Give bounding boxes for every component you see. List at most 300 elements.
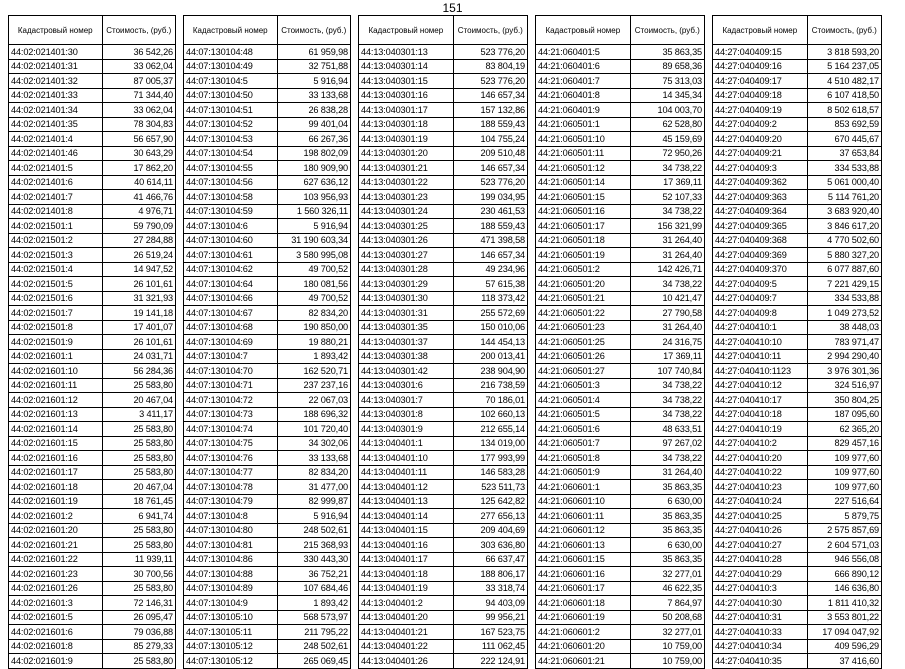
cost-cell: 20 467,04	[102, 393, 175, 408]
cadastral-number-cell: 44:13:040301:42	[359, 364, 454, 379]
table-row	[713, 204, 882, 219]
cadastral-number-cell: 44:07:130104:73	[184, 407, 278, 422]
cost-cell: 248 502,61	[277, 523, 350, 538]
table-row	[9, 117, 176, 132]
cadastral-number-cell: 44:27:040410:27	[713, 538, 808, 553]
table-row	[9, 291, 176, 306]
cadastral-number-cell: 44:02:021601:1	[9, 349, 103, 364]
table-row	[713, 494, 882, 509]
cost-cell: 31 477,00	[277, 480, 350, 495]
table-row	[536, 407, 705, 422]
table-row	[184, 480, 351, 495]
cost-cell: 666 890,12	[807, 567, 881, 582]
table-row	[184, 117, 351, 132]
cost-cell: 142 426,71	[630, 262, 704, 277]
cadastral-number-cell: 44:02:021501:1	[9, 219, 103, 234]
cadastral-number-cell: 44:27:040409:17	[713, 74, 808, 89]
cost-cell: 4 976,71	[102, 204, 175, 219]
cost-cell: 6 107 418,50	[807, 88, 881, 103]
cost-cell: 25 583,80	[102, 422, 175, 437]
cadastral-number-cell: 44:21:060401:5	[536, 45, 631, 60]
table-row	[536, 248, 705, 263]
table-row	[359, 567, 528, 582]
table-row	[9, 335, 176, 350]
table-row	[359, 451, 528, 466]
cadastral-number-cell: 44:27:040409:15	[713, 45, 808, 60]
table-row	[713, 349, 882, 364]
table-row	[359, 103, 528, 118]
cadastral-number-cell: 44:07:130105:11	[184, 625, 278, 640]
table-row	[184, 581, 351, 596]
cadastral-number-cell: 44:02:021501:3	[9, 248, 103, 263]
cost-cell: 33 133,68	[277, 88, 350, 103]
table-row	[713, 639, 882, 654]
cost-cell: 94 403,09	[453, 596, 527, 611]
table-row	[184, 291, 351, 306]
cadastral-number-cell: 44:07:130104:50	[184, 88, 278, 103]
cadastral-number-cell: 44:07:130104:7	[184, 349, 278, 364]
cost-cell: 198 802,09	[277, 146, 350, 161]
cadastral-number-cell: 44:27:040410:24	[713, 494, 808, 509]
cost-cell: 265 069,45	[277, 654, 350, 669]
table-row	[184, 175, 351, 190]
cadastral-number-header: Кадастровый номер	[9, 16, 103, 45]
table-row	[359, 538, 528, 553]
cost-cell: 25 583,80	[102, 465, 175, 480]
table-row	[536, 625, 705, 640]
cadastral-number-cell: 44:21:060601:19	[536, 610, 631, 625]
cost-cell: 26 838,28	[277, 103, 350, 118]
cost-cell: 27 284,88	[102, 233, 175, 248]
cost-cell: 215 368,93	[277, 538, 350, 553]
cost-cell: 25 583,80	[102, 654, 175, 669]
cost-cell: 162 520,71	[277, 364, 350, 379]
table-row	[713, 523, 882, 538]
table-row	[9, 610, 176, 625]
cost-cell: 48 633,51	[630, 422, 704, 437]
cadastral-number-cell: 44:21:060501:17	[536, 219, 631, 234]
cost-cell: 31 264,40	[630, 465, 704, 480]
cost-cell: 350 804,25	[807, 393, 881, 408]
table-row	[184, 465, 351, 480]
cadastral-number-cell: 44:13:040301:26	[359, 233, 454, 248]
cadastral-number-header: Кадастровый номер	[184, 16, 278, 45]
cost-cell: 157 132,86	[453, 103, 527, 118]
cadastral-number-header: Кадастровый номер	[359, 16, 454, 45]
table-row	[9, 161, 176, 176]
table-row	[359, 233, 528, 248]
cost-cell: 104 003,70	[630, 103, 704, 118]
cadastral-number-cell: 44:27:040409:370	[713, 262, 808, 277]
table-row	[9, 393, 176, 408]
cost-cell: 37 653,84	[807, 146, 881, 161]
table-row	[713, 320, 882, 335]
table-row	[359, 277, 528, 292]
cadastral-number-cell: 44:13:040301:18	[359, 117, 454, 132]
cost-cell: 32 277,01	[630, 625, 704, 640]
cadastral-number-cell: 44:13:040301:19	[359, 132, 454, 147]
cadastral-number-cell: 44:02:021601:17	[9, 465, 103, 480]
table-row	[713, 306, 882, 321]
table-row	[9, 465, 176, 480]
cost-cell: 75 313,03	[630, 74, 704, 89]
table-row	[359, 59, 528, 74]
table-row	[713, 74, 882, 89]
cost-cell: 3 411,17	[102, 407, 175, 422]
table-row	[9, 204, 176, 219]
table-row	[713, 277, 882, 292]
cost-cell: 104 755,24	[453, 132, 527, 147]
cadastral-number-cell: 44:13:040301:27	[359, 248, 454, 263]
table-row	[9, 523, 176, 538]
cost-cell: 946 556,08	[807, 552, 881, 567]
table-row	[713, 567, 882, 582]
table-row	[536, 175, 705, 190]
cadastral-cost-table-2	[183, 15, 351, 669]
cost-cell: 41 466,76	[102, 190, 175, 205]
cost-cell: 99 401,04	[277, 117, 350, 132]
cadastral-number-cell: 44:27:040410:25	[713, 509, 808, 524]
cadastral-number-cell: 44:27:040409:18	[713, 88, 808, 103]
table-row	[713, 262, 882, 277]
cost-cell: 6 077 887,60	[807, 262, 881, 277]
table-row	[184, 45, 351, 60]
table-row	[536, 59, 705, 74]
cadastral-number-cell: 44:13:040301:22	[359, 175, 454, 190]
cadastral-number-cell: 44:27:040410:23	[713, 480, 808, 495]
cadastral-number-cell: 44:13:040401:21	[359, 625, 454, 640]
cost-cell: 82 834,20	[277, 465, 350, 480]
cadastral-number-cell: 44:07:130105:12	[184, 639, 278, 654]
table-row	[359, 219, 528, 234]
cost-cell: 66 267,36	[277, 132, 350, 147]
table-row	[359, 335, 528, 350]
cadastral-number-cell: 44:02:021601:22	[9, 552, 103, 567]
table-row	[9, 248, 176, 263]
cost-cell: 109 977,60	[807, 465, 881, 480]
cadastral-number-cell: 44:13:040301:23	[359, 190, 454, 205]
cadastral-number-cell: 44:02:021601:6	[9, 625, 103, 640]
cadastral-number-cell: 44:13:040301:30	[359, 291, 454, 306]
cadastral-number-cell: 44:02:021401:30	[9, 45, 103, 60]
cadastral-number-cell: 44:07:130104:53	[184, 132, 278, 147]
cost-cell: 107 740,84	[630, 364, 704, 379]
cost-cell: 248 502,61	[277, 639, 350, 654]
table-row	[713, 393, 882, 408]
cost-cell: 190 850,00	[277, 320, 350, 335]
table-row	[536, 639, 705, 654]
cost-cell: 20 467,04	[102, 480, 175, 495]
table-row	[184, 146, 351, 161]
cadastral-number-cell: 44:02:021601:10	[9, 364, 103, 379]
cadastral-number-cell: 44:27:040409:20	[713, 132, 808, 147]
cadastral-number-cell: 44:07:130104:72	[184, 393, 278, 408]
cadastral-number-cell: 44:13:040301:21	[359, 161, 454, 176]
cadastral-number-cell: 44:13:040401:18	[359, 567, 454, 582]
table-header-row	[536, 16, 705, 45]
cadastral-number-cell: 44:07:130104:8	[184, 509, 278, 524]
cadastral-number-cell: 44:27:040410:22	[713, 465, 808, 480]
cadastral-number-cell: 44:07:130104:54	[184, 146, 278, 161]
cadastral-number-cell: 44:07:130104:58	[184, 190, 278, 205]
cadastral-number-cell: 44:07:130104:51	[184, 103, 278, 118]
cost-cell: 36 752,21	[277, 567, 350, 582]
table-row	[9, 407, 176, 422]
table-row	[359, 74, 528, 89]
cost-cell: 4 510 482,17	[807, 74, 881, 89]
table-row	[359, 349, 528, 364]
cost-cell: 31 264,40	[630, 248, 704, 263]
table-row	[184, 132, 351, 147]
cost-cell: 5 880 327,20	[807, 248, 881, 263]
cost-cell: 33 062,04	[102, 103, 175, 118]
table-row	[9, 422, 176, 437]
table-row	[359, 146, 528, 161]
table-row	[359, 407, 528, 422]
cadastral-number-cell: 44:21:060601:17	[536, 581, 631, 596]
table-row	[359, 175, 528, 190]
table-row	[184, 349, 351, 364]
table-row	[359, 436, 528, 451]
cadastral-number-cell: 44:27:040410:29	[713, 567, 808, 582]
cadastral-number-cell: 44:13:040301:28	[359, 262, 454, 277]
table-row	[184, 407, 351, 422]
cadastral-number-header: Кадастровый номер	[713, 16, 808, 45]
table-row	[536, 88, 705, 103]
cost-cell: 26 095,47	[102, 610, 175, 625]
cost-cell: 66 637,47	[453, 552, 527, 567]
cost-cell: 3 683 920,40	[807, 204, 881, 219]
table-row	[184, 436, 351, 451]
table-row	[536, 465, 705, 480]
cost-cell: 33 062,04	[102, 59, 175, 74]
cadastral-number-cell: 44:27:040409:368	[713, 233, 808, 248]
cadastral-number-cell: 44:02:021501:2	[9, 233, 103, 248]
cadastral-number-cell: 44:13:040301:8	[359, 407, 454, 422]
table-row	[184, 262, 351, 277]
table-row	[9, 59, 176, 74]
table-row	[713, 190, 882, 205]
cost-cell: 156 321,99	[630, 219, 704, 234]
cost-cell: 35 863,35	[630, 45, 704, 60]
table-row	[713, 88, 882, 103]
cadastral-number-cell: 44:07:130104:68	[184, 320, 278, 335]
cadastral-number-cell: 44:02:021601:21	[9, 538, 103, 553]
cost-cell: 7 221 429,15	[807, 277, 881, 292]
table-row	[713, 596, 882, 611]
cost-cell: 118 373,42	[453, 291, 527, 306]
table-row	[713, 233, 882, 248]
cost-cell: 25 583,80	[102, 378, 175, 393]
cadastral-number-cell: 44:13:040401:19	[359, 581, 454, 596]
table-row	[359, 378, 528, 393]
table-row	[9, 581, 176, 596]
cadastral-number-cell: 44:07:130104:48	[184, 45, 278, 60]
table-row	[9, 364, 176, 379]
table-row	[536, 219, 705, 234]
cost-cell: 22 067,03	[277, 393, 350, 408]
table-row	[536, 74, 705, 89]
cost-cell: 99 956,21	[453, 610, 527, 625]
cost-cell: 102 660,13	[453, 407, 527, 422]
cadastral-number-cell: 44:21:060501:14	[536, 175, 631, 190]
table-row	[713, 654, 882, 669]
table-row	[713, 175, 882, 190]
cadastral-number-cell: 44:07:130104:67	[184, 306, 278, 321]
cost-cell: 25 583,80	[102, 436, 175, 451]
table-row	[184, 248, 351, 263]
cost-cell: 49 700,52	[277, 291, 350, 306]
cadastral-number-cell: 44:27:040410:28	[713, 552, 808, 567]
table-row	[359, 465, 528, 480]
table-row	[184, 219, 351, 234]
table-row	[713, 451, 882, 466]
cadastral-number-cell: 44:02:021501:6	[9, 291, 103, 306]
cost-header: Стоимость, (руб.)	[277, 16, 350, 45]
cadastral-number-cell: 44:07:130104:74	[184, 422, 278, 437]
cost-cell: 82 999,87	[277, 494, 350, 509]
table-row	[536, 132, 705, 147]
cost-cell: 46 622,35	[630, 581, 704, 596]
cost-cell: 49 700,52	[277, 262, 350, 277]
table-row	[9, 146, 176, 161]
cost-cell: 52 107,33	[630, 190, 704, 205]
table-row	[536, 422, 705, 437]
table-row	[184, 103, 351, 118]
table-row	[9, 480, 176, 495]
cost-cell: 107 684,46	[277, 581, 350, 596]
cost-cell: 3 846 617,20	[807, 219, 881, 234]
cadastral-number-cell: 44:02:021401:35	[9, 117, 103, 132]
cost-cell: 17 862,20	[102, 161, 175, 176]
cost-cell: 238 904,90	[453, 364, 527, 379]
table-row	[184, 364, 351, 379]
table-row	[184, 523, 351, 538]
cadastral-number-cell: 44:07:130105:10	[184, 610, 278, 625]
cost-cell: 34 738,22	[630, 378, 704, 393]
cost-cell: 62 528,80	[630, 117, 704, 132]
cost-cell: 255 572,69	[453, 306, 527, 321]
table-row	[184, 320, 351, 335]
table-row	[359, 45, 528, 60]
table-row	[713, 625, 882, 640]
cost-cell: 38 448,03	[807, 320, 881, 335]
cost-cell: 670 445,67	[807, 132, 881, 147]
cost-cell: 97 267,02	[630, 436, 704, 451]
table-row	[713, 610, 882, 625]
cost-cell: 180 081,56	[277, 277, 350, 292]
cadastral-number-cell: 44:21:060501:18	[536, 233, 631, 248]
cost-cell: 199 034,95	[453, 190, 527, 205]
table-row	[359, 190, 528, 205]
cadastral-number-cell: 44:07:130104:78	[184, 480, 278, 495]
cadastral-number-cell: 44:27:040410:26	[713, 523, 808, 538]
table-row	[536, 494, 705, 509]
table-row	[359, 639, 528, 654]
table-row	[9, 349, 176, 364]
cost-header: Стоимость, (руб.)	[807, 16, 881, 45]
table-row	[536, 320, 705, 335]
table-row	[184, 610, 351, 625]
cadastral-number-cell: 44:27:040409:2	[713, 117, 808, 132]
cadastral-number-cell: 44:13:040301:24	[359, 204, 454, 219]
cadastral-number-cell: 44:21:060501:12	[536, 161, 631, 176]
cadastral-number-cell: 44:21:060501:23	[536, 320, 631, 335]
table-row	[536, 146, 705, 161]
cadastral-number-cell: 44:07:130104:59	[184, 204, 278, 219]
table-row	[9, 103, 176, 118]
cost-cell: 471 398,58	[453, 233, 527, 248]
cost-cell: 33 318,74	[453, 581, 527, 596]
cadastral-number-cell: 44:02:021401:7	[9, 190, 103, 205]
cost-cell: 5 164 237,05	[807, 59, 881, 74]
cadastral-number-cell: 44:02:021401:6	[9, 175, 103, 190]
cost-cell: 109 977,60	[807, 480, 881, 495]
table-row	[9, 538, 176, 553]
table-row	[359, 248, 528, 263]
table-row	[536, 204, 705, 219]
table-row	[713, 422, 882, 437]
cost-cell: 33 133,68	[277, 451, 350, 466]
table-row	[713, 117, 882, 132]
cadastral-number-cell: 44:27:040409:16	[713, 59, 808, 74]
cost-cell: 57 615,38	[453, 277, 527, 292]
cadastral-number-cell: 44:21:060601:16	[536, 567, 631, 582]
cost-cell: 146 583,28	[453, 465, 527, 480]
cadastral-number-cell: 44:27:040410:3	[713, 581, 808, 596]
cost-cell: 72 146,31	[102, 596, 175, 611]
cost-cell: 627 636,12	[277, 175, 350, 190]
cadastral-number-cell: 44:27:040410:18	[713, 407, 808, 422]
cost-cell: 109 977,60	[807, 451, 881, 466]
cadastral-number-cell: 44:02:021601:19	[9, 494, 103, 509]
cost-cell: 11 939,11	[102, 552, 175, 567]
cadastral-number-cell: 44:21:060401:6	[536, 59, 631, 74]
cadastral-number-cell: 44:13:040401:13	[359, 494, 454, 509]
table-row	[359, 204, 528, 219]
table-row	[184, 161, 351, 176]
cadastral-number-cell: 44:07:130104:69	[184, 335, 278, 350]
cadastral-number-cell: 44:27:040409:364	[713, 204, 808, 219]
table-row	[184, 625, 351, 640]
table-row	[184, 190, 351, 205]
cadastral-number-cell: 44:21:060501:19	[536, 248, 631, 263]
table-row	[536, 654, 705, 669]
table-row	[359, 422, 528, 437]
cost-cell: 523 776,20	[453, 45, 527, 60]
table-row	[184, 639, 351, 654]
cost-cell: 26 519,24	[102, 248, 175, 263]
cadastral-number-cell: 44:07:130104:62	[184, 262, 278, 277]
cadastral-number-cell: 44:02:021601:9	[9, 654, 103, 669]
cadastral-number-cell: 44:21:060601:21	[536, 654, 631, 669]
cadastral-number-cell: 44:07:130104:55	[184, 161, 278, 176]
table-row	[184, 59, 351, 74]
cost-cell: 146 657,34	[453, 248, 527, 263]
table-row	[713, 552, 882, 567]
cadastral-number-cell: 44:27:040409:5	[713, 277, 808, 292]
cost-cell: 19 880,21	[277, 335, 350, 350]
table-row	[359, 625, 528, 640]
cost-cell: 103 956,93	[277, 190, 350, 205]
table-row	[536, 451, 705, 466]
cadastral-number-cell: 44:21:060501:27	[536, 364, 631, 379]
cost-cell: 167 523,75	[453, 625, 527, 640]
table-row	[9, 552, 176, 567]
cadastral-number-cell: 44:07:130105:12	[184, 654, 278, 669]
table-row	[184, 74, 351, 89]
cadastral-number-cell: 44:07:130104:52	[184, 117, 278, 132]
